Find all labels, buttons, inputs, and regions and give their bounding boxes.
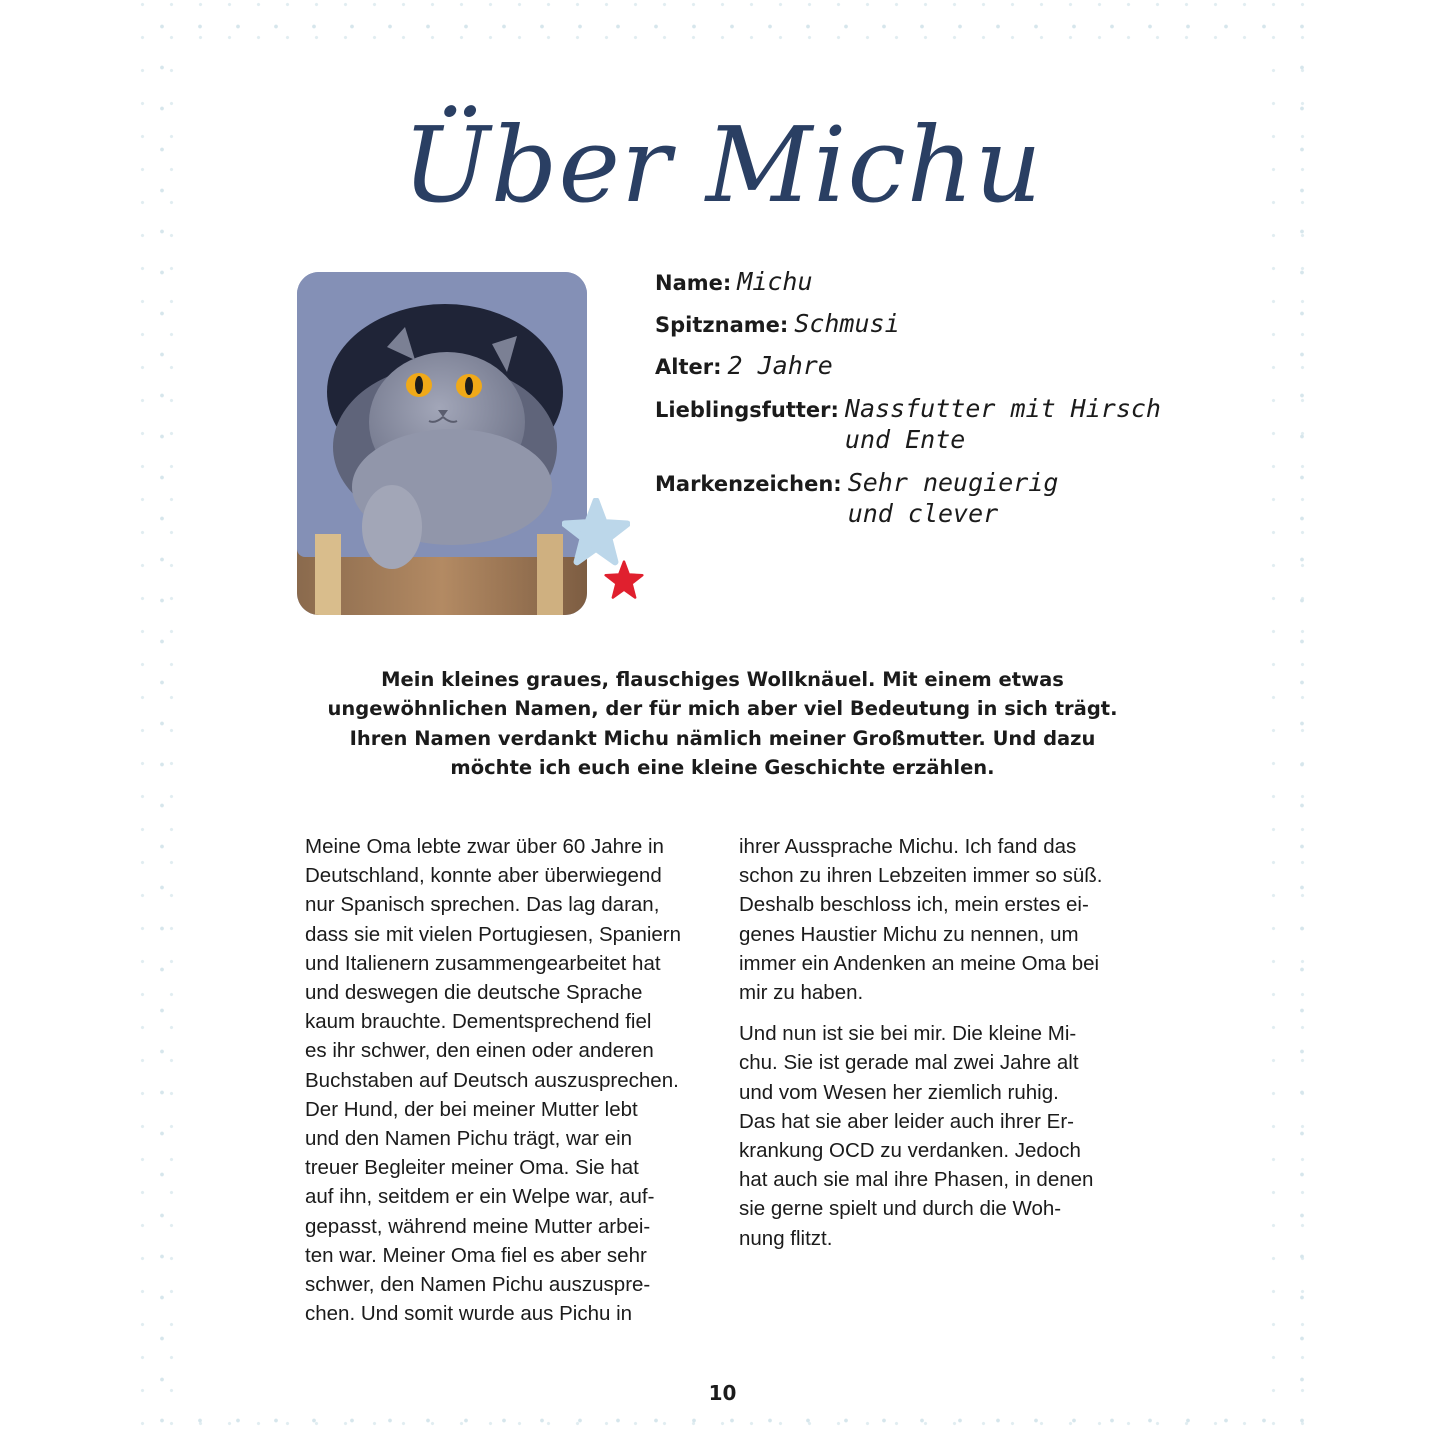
fact-value [728,350,833,381]
fact-row [655,350,833,381]
story-line: es ihr schwer, den einen oder anderen [305,1039,654,1063]
page-title: Über Michu [402,104,1043,226]
story-line: nung flitzt. [739,1226,833,1250]
story-line: Meine Oma lebte zwar über 60 Jahre in [305,835,664,858]
fact-label: Lieblingsfutter: [655,398,839,422]
story-line: schwer, den Namen Pichu auszuspre- [305,1273,651,1297]
story-line: und vom Wesen her ziemlich ruhig. [739,1080,1059,1104]
story-line: dass sie mit vielen Portugiesen, Spaniern [305,922,682,946]
story-line: nur Spanisch sprechen. Das lag daran, [305,893,660,917]
story-line: Der Hund, der bei meiner Mutter lebt [305,1097,638,1121]
story-paragraph [305,832,725,1328]
story-line: chen. Und somit wurde aus Pichu in [305,1302,633,1326]
fact-label: Spitzname: [655,313,789,337]
fact-value [737,266,812,297]
fact-label: Alter: [655,355,722,379]
story-line: und den Namen Pichu trägt, war ein [305,1127,633,1151]
story-line: auf ihn, seitdem er ein Welpe war, auf- [305,1185,655,1209]
story-line: ten war. Meiner Oma fiel es aber sehr [305,1243,647,1267]
fact-row [655,393,1161,455]
story-line: und deswegen die deutsche Sprache [305,981,643,1005]
story-line: Deutschland, konnte aber überwiegend [305,864,662,888]
fact-value [848,467,1059,529]
story-line: schon zu ihren Lebzeiten immer so süß. [739,864,1103,888]
fact-value-line: und Ente [844,425,966,454]
blue-star-icon [562,498,630,566]
story-line: kaum brauchte. Dementsprechend fiel [305,1010,652,1034]
story-column-left [305,832,725,1340]
fact-label: Markenzeichen: [655,472,842,496]
fact-row [655,308,900,339]
fact-label: Name: [655,271,732,295]
intro-line: Ihren Namen verdankt Michu nämlich meiner Großmutter. Und dazu [349,726,1096,750]
intro-line: Mein kleines graues, flauschiges Wollknäuel. Mit einem etwas [381,668,1064,691]
story-line: mir zu haben. [739,981,864,1005]
story-line: Und nun ist sie bei mir. Die kleine Mi- [739,1022,1077,1046]
fact-value-line: Michu [737,267,813,296]
fact-value-line: Schmusi [794,309,900,338]
story-line: hat auch sie mal ihre Phasen, in denen [739,1168,1094,1192]
story-line: und Italienern zusammengearbeitet hat [305,951,661,975]
fact-value-line: Nassfutter mit Hirsch [844,394,1161,423]
cat-photo [297,272,587,615]
story-line: chu. Sie ist gerade mal zwei Jahre alt [739,1051,1079,1075]
intro-line: ungewöhnlichen Namen, der für mich aber viel Bedeutung in sich trägt. [327,697,1118,721]
intro-paragraph [300,665,1145,782]
story-line: krankung OCD zu verdanken. Jedoch [739,1139,1081,1163]
story-column-right [739,832,1159,1265]
page-number: 10 [708,1381,737,1405]
fact-value [794,308,899,339]
story-line: treuer Begleiter meiner Oma. Sie hat [305,1156,639,1180]
fact-value-line: und clever [847,499,999,528]
story-line: Buchstaben auf Deutsch auszusprechen. [305,1068,679,1092]
fact-value-line: Sehr neugierig [847,468,1059,497]
intro-line: möchte ich euch eine kleine Geschichte erzählen. [450,755,995,779]
story-line: Das hat sie aber leider auch ihrer Er- [739,1109,1074,1133]
story-line: ihrer Aussprache Michu. Ich fand das [739,835,1077,858]
fact-row [655,266,813,297]
red-star-icon [604,560,644,600]
story-paragraph [739,1019,1159,1253]
story-line: immer ein Andenken an meine Oma bei [739,951,1100,975]
story-line: gepasst, während meine Mutter arbei- [305,1214,651,1238]
fact-row [655,467,1058,529]
story-line: Deshalb beschloss ich, mein erstes ei- [739,893,1089,917]
story-line: genes Haustier Michu zu nennen, um [739,922,1079,946]
story-line: sie gerne spielt und durch die Woh- [739,1197,1062,1221]
story-paragraph [739,832,1159,1007]
fact-value-line: 2 Jahre [727,351,833,380]
fact-value [845,393,1161,455]
